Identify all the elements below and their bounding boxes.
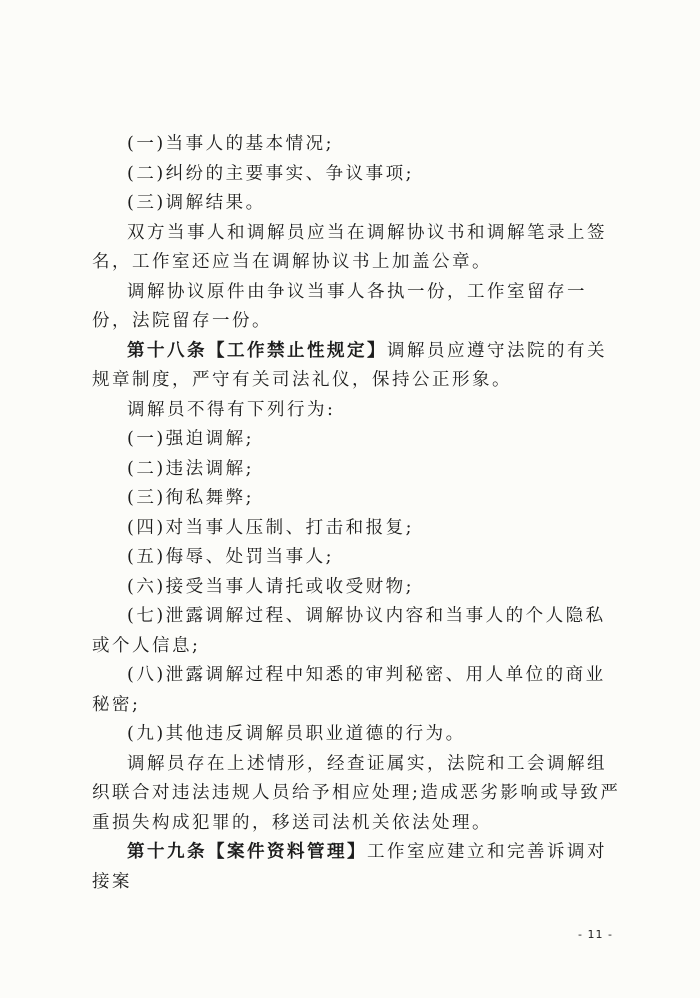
list-item: (六)接受当事人请托或收受财物; xyxy=(127,576,415,597)
list-item: (一)强迫调解; xyxy=(127,429,255,449)
body-text xyxy=(92,130,622,897)
list-item: (三)徇私舞弊; xyxy=(127,488,255,508)
article-18: 第十八条【工作禁止性规定】调解员应遵守法院的有关规章制度，严守有关司法礼仪，保持公正形象。 xyxy=(92,340,607,390)
list-item: (四)对当事人压制、打击和报复; xyxy=(127,517,415,538)
article-heading: 第十八条【工作禁止性规定】 xyxy=(127,340,387,361)
paragraph: (一)当事人的基本情况; xyxy=(127,134,335,154)
paragraph: 调解协议原件由争议当事人各执一份，工作室留存一份，法院留存一份。 xyxy=(92,281,587,331)
list-item: (五)侮辱、处罚当事人; xyxy=(127,547,335,567)
paragraph: 双方当事人和调解员应当在调解协议书和调解笔录上签名，工作室还应当在调解协议书上加盖公章。 xyxy=(92,222,607,272)
list-item: (七)泄露调解过程、调解协议内容和当事人的个人隐私或个人信息; xyxy=(92,606,606,656)
article-heading: 第十九条【案件资料管理】 xyxy=(127,842,367,862)
list-item: (二)违法调解; xyxy=(127,458,255,479)
paragraph: 调解员存在上述情形，经查证属实，法院和工会调解组织联合对违法违规人员给予相应处理;造成恶劣影响或导致严重损失构成犯罪的，移送司法机关依法处理。 xyxy=(92,753,621,833)
list-item: (九)其他违反调解员职业道德的行为。 xyxy=(127,724,466,744)
list-item: (八)泄露调解过程中知悉的审判秘密、用人单位的商业秘密; xyxy=(92,665,606,715)
article-19: 第十九条【案件资料管理】工作室应建立和完善诉调对接案 xyxy=(92,842,607,892)
paragraph: 调解员不得有下列行为: xyxy=(127,399,336,420)
paragraph: (二)纠纷的主要事实、争议事项; xyxy=(127,163,415,184)
paragraph: (三)调解结果。 xyxy=(127,193,266,213)
page-number: - 11 - xyxy=(578,928,613,941)
